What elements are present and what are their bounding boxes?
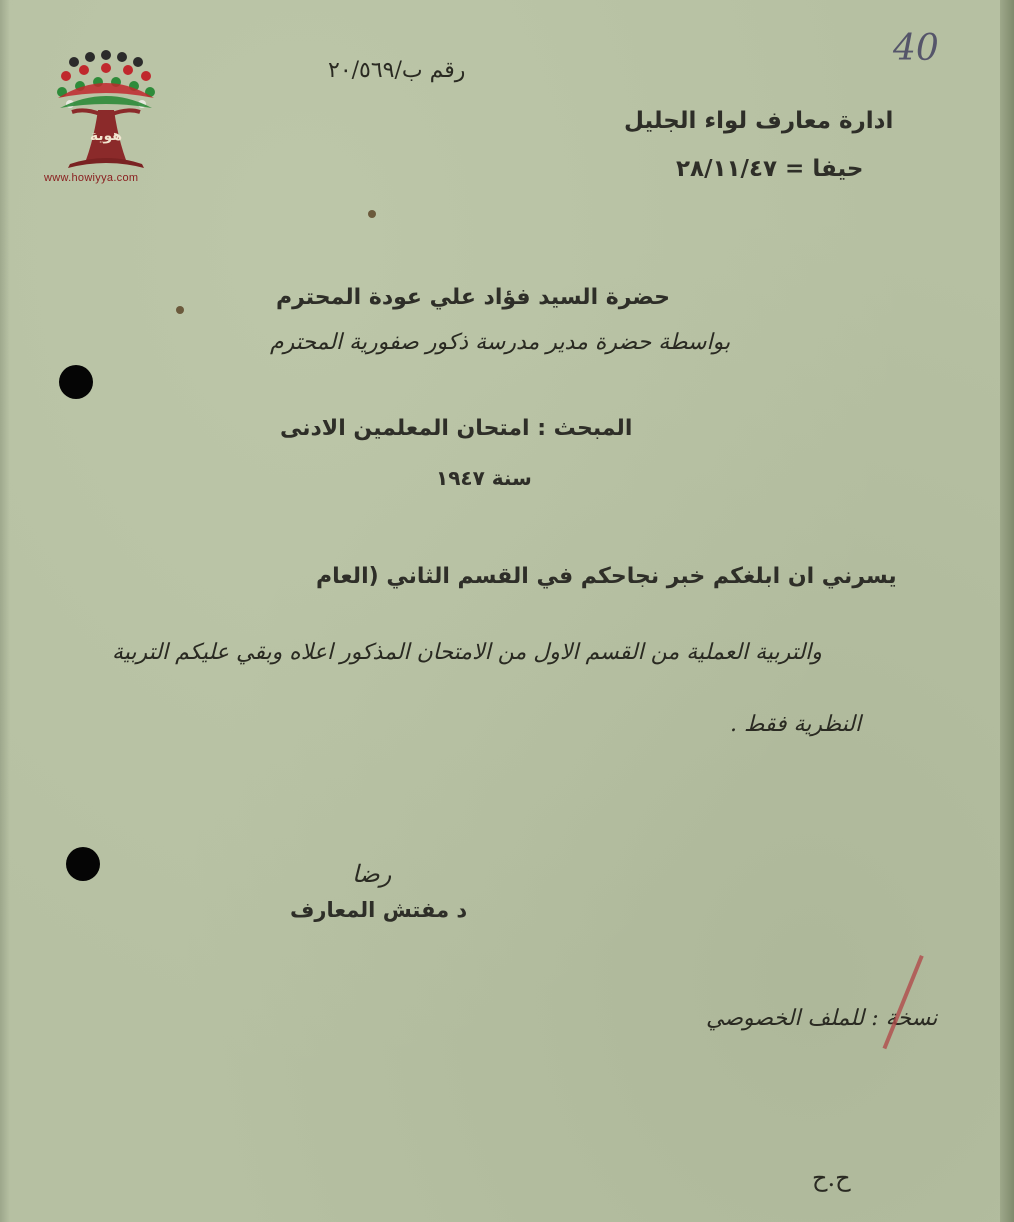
paper-left-edge [0,0,10,1222]
body-line-3: النظرية فقط . [730,712,862,737]
footer-mark: ح.ح [812,1164,851,1192]
body-line-2: والتربية العملية من القسم الاول من الامتحان المذكور اعلاه وبقي عليكم التربية [112,640,822,665]
signature-title: د مفتش المعارف [290,898,468,922]
subject-year: سنة ١٩٤٧ [436,466,532,490]
place-date: حيفا = ٢٨/١١/٤٧ [676,156,864,182]
page-number: 40 [893,28,939,69]
department-name: ادارة معارف لواء الجليل [624,108,894,134]
reference-number: رقم ب/٢٠/٥٦٩ [328,58,466,83]
addressee-via: بواسطة حضرة مدير مدرسة ذكور صفورية المحترم [270,330,731,355]
signature-name: رضا [352,860,392,888]
paper-right-edge [1000,0,1014,1222]
addressee-line: حضرة السيد فؤاد علي عودة المحترم [276,285,670,310]
punch-hole [66,847,100,881]
copy-note: نسخة : للملف الخصوصي [706,1006,938,1031]
howiyya-logo-icon [40,48,172,188]
logo-url-text: www.howiyya.com [44,172,139,184]
subject-title: المبحث : امتحان المعلمين الادنى [280,416,633,441]
paper-speck [176,306,184,314]
svg-text:هوية: هوية [89,128,123,144]
paper-speck [368,210,376,218]
body-line-1: يسرني ان ابلغكم خبر نجاحكم في القسم الثاني (العام [316,564,897,589]
punch-hole [59,365,93,399]
